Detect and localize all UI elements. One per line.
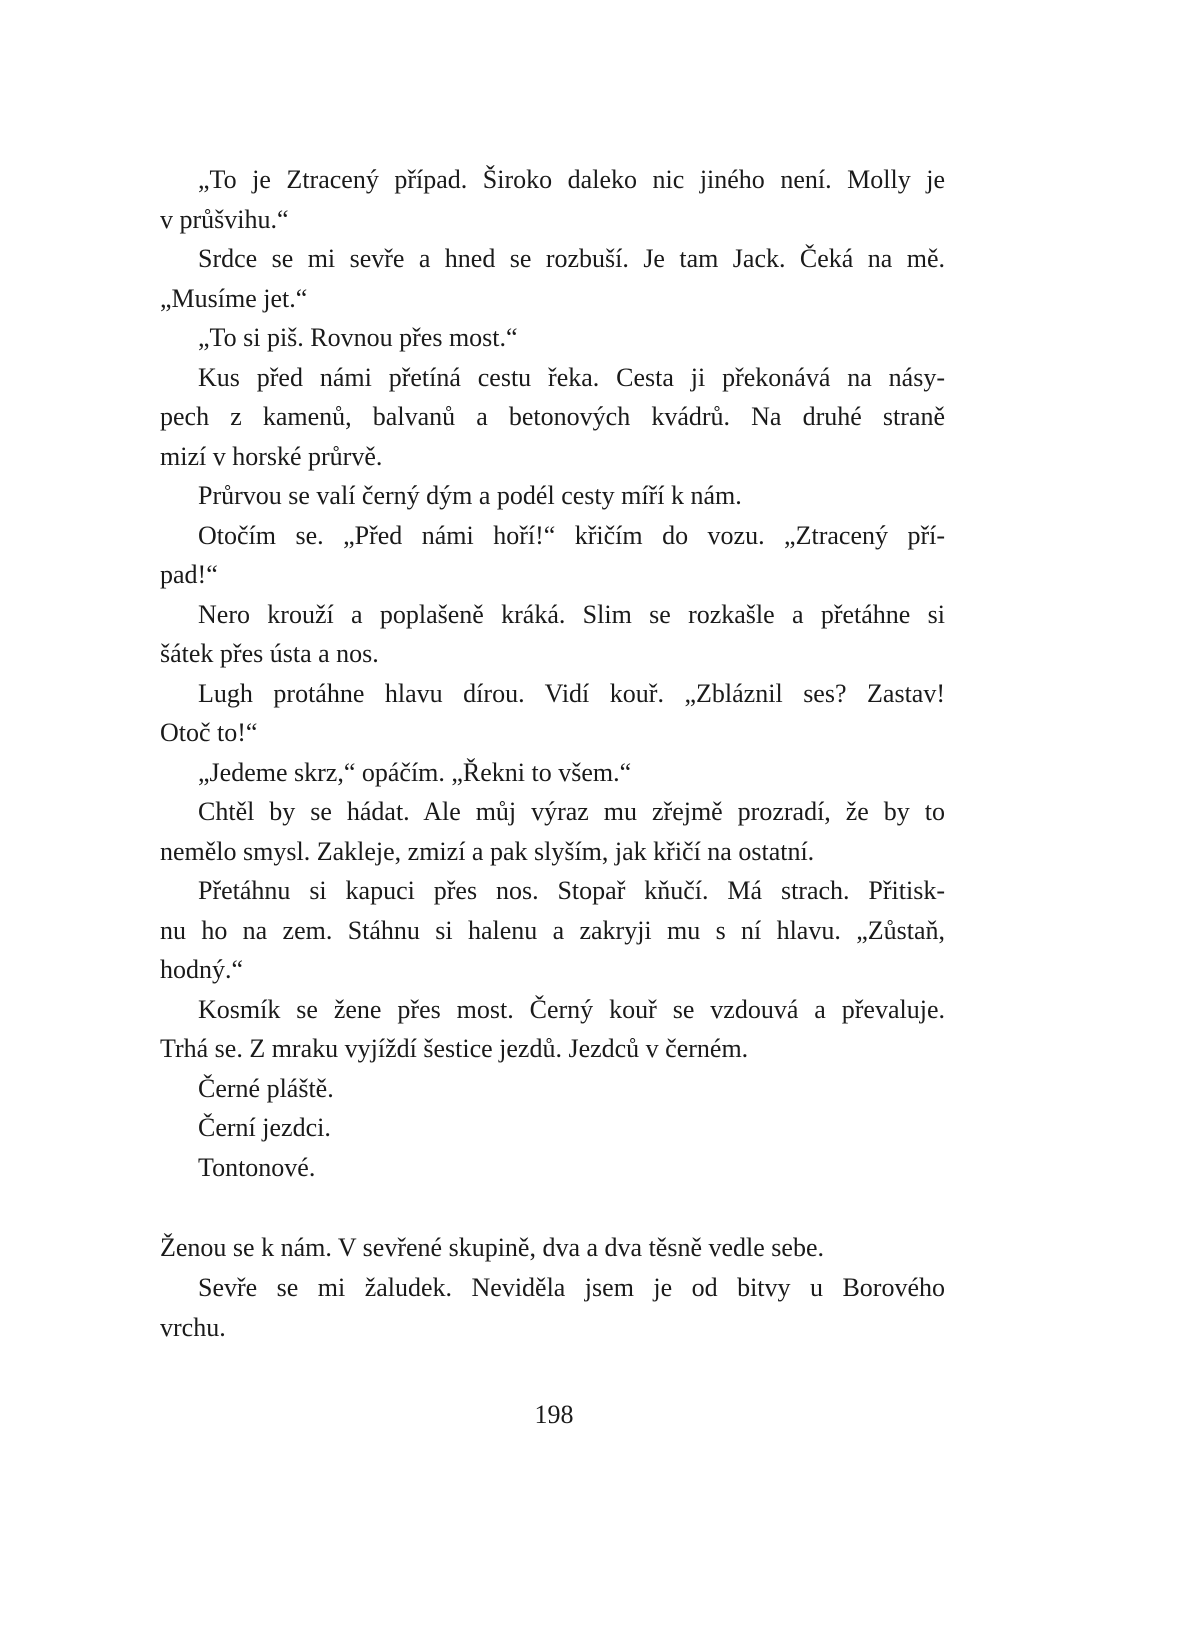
text-line: Kosmík se žene přes most. Černý kouř se vzdouvá a převaluje.: [198, 995, 945, 1024]
text-line: Černé pláště.: [198, 1074, 334, 1103]
text-line: vrchu.: [160, 1313, 226, 1342]
text-line: pad!“: [160, 560, 218, 589]
text-line: Přetáhnu si kapuci přes nos. Stopař kňučí. Má strach. Přitisk-: [198, 876, 945, 905]
text-line: Chtěl by se hádat. Ale můj výraz mu zřejmě prozradí, že by to: [198, 797, 945, 826]
text-line: „To je Ztracený případ. Široko daleko nic jiného není. Molly je: [198, 165, 945, 194]
text-line: hodný.“: [160, 955, 244, 984]
text-line: nemělo smysl. Zakleje, zmizí a pak slyším, jak křičí na ostatní.: [160, 837, 815, 866]
text-line: nu ho na zem. Stáhnu si halenu a zakryji mu s ní hlavu. „Zůstaň,: [160, 916, 945, 945]
text-line: Tontonové.: [198, 1153, 316, 1182]
text-line: Srdce se mi sevře a hned se rozbuší. Je tam Jack. Čeká na mě.: [198, 244, 945, 273]
text-line: Lugh protáhne hlavu dírou. Vidí kouř. „Zbláznil ses? Zastav!: [198, 679, 945, 708]
text-line: Nero krouží a poplašeně kráká. Slim se rozkašle a přetáhne si: [198, 600, 945, 629]
text-line: Průrvou se valí černý dým a podél cesty míří k nám.: [198, 481, 742, 510]
text-line: Ženou se k nám. V sevřené skupině, dva a dva těsně vedle sebe.: [160, 1233, 825, 1262]
text-line: Černí jezdci.: [198, 1113, 331, 1142]
text-line: „Musíme jet.“: [160, 284, 308, 313]
text-line: Sevře se mi žaludek. Neviděla jsem je od bitvy u Borového: [198, 1273, 945, 1302]
text-line: mizí v horské průrvě.: [160, 442, 383, 471]
text-line: „Jedeme skrz,“ opáčím. „Řekni to všem.“: [198, 758, 632, 787]
text-line: v průšvihu.“: [160, 205, 289, 234]
text-line: Kus před námi přetíná cestu řeka. Cesta ji překonává na násy-: [198, 363, 945, 392]
text-line: Otoč to!“: [160, 718, 258, 747]
text-line: Trhá se. Z mraku vyjíždí šestice jezdů. Jezdců v černém.: [160, 1034, 749, 1063]
text-line: pech z kamenů, balvanů a betonových kvádrů. Na druhé straně: [160, 402, 945, 431]
text-line: šátek přes ústa a nos.: [160, 639, 379, 668]
text-line: Otočím se. „Před námi hoří!“ křičím do vozu. „Ztracený pří-: [198, 521, 945, 550]
page-number: 198: [534, 1400, 574, 1429]
text-line: „To si piš. Rovnou přes most.“: [198, 323, 518, 352]
